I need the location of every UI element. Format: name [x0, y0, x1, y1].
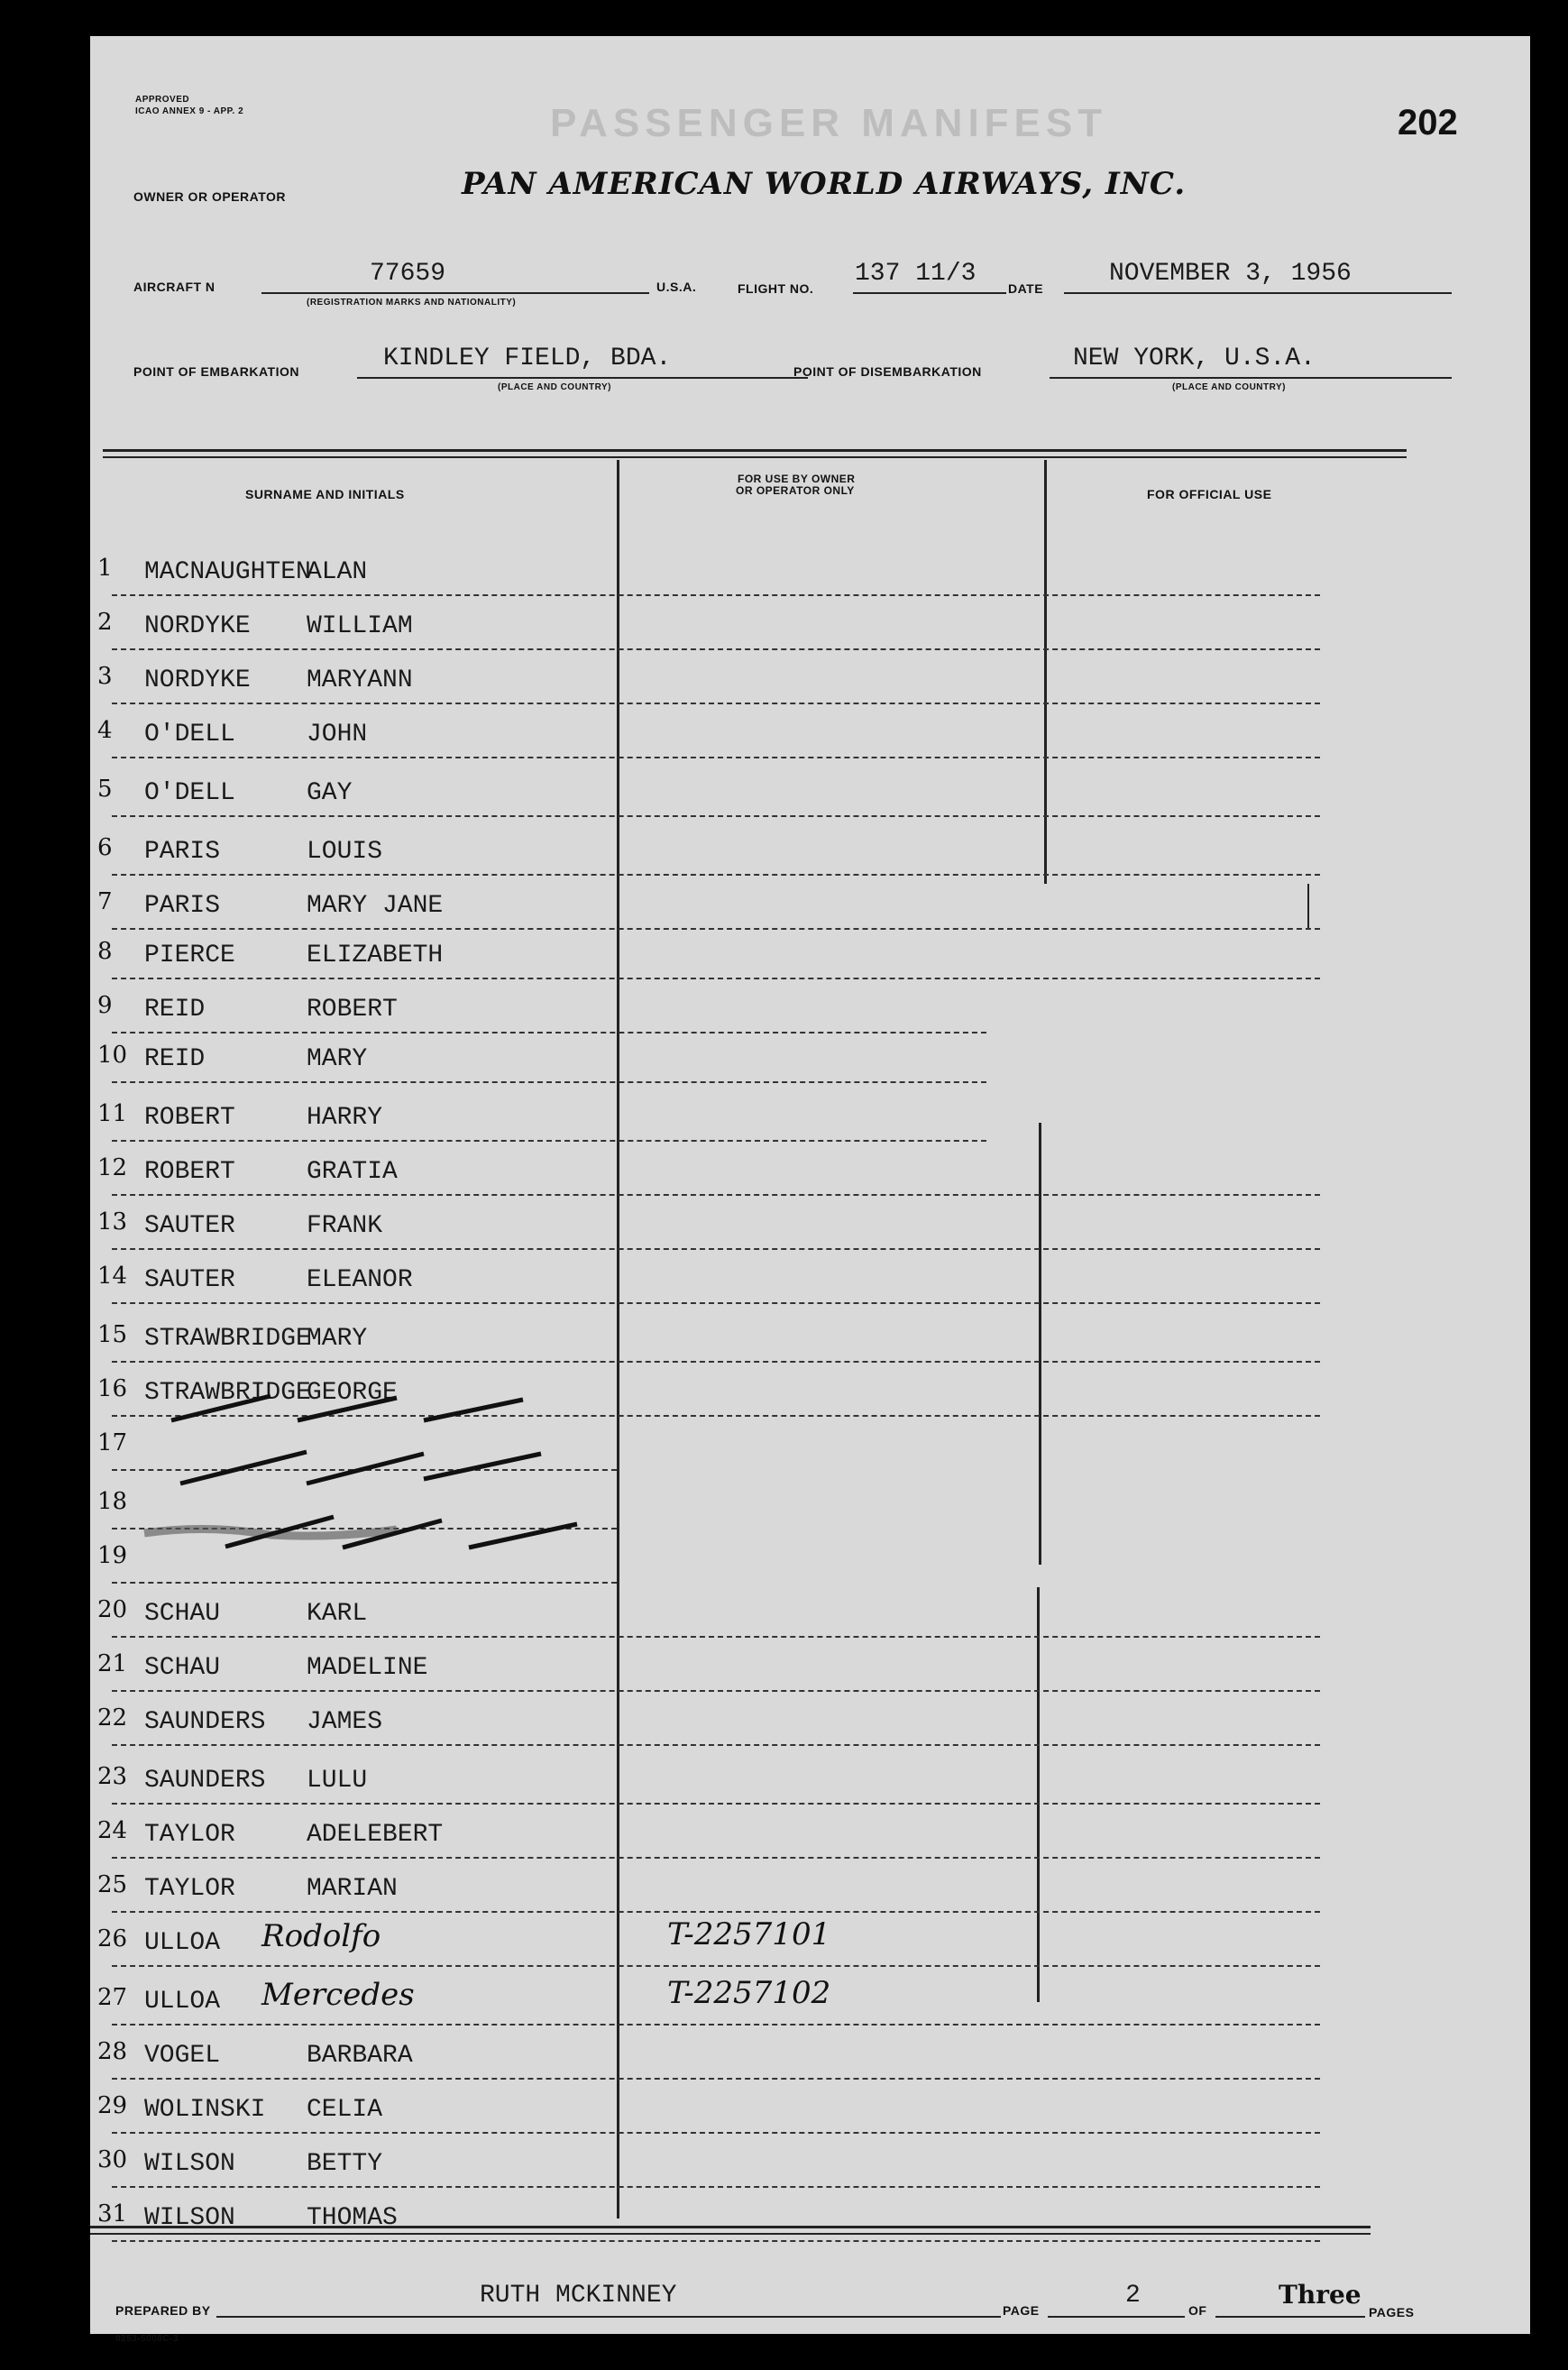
page-number: 202	[1398, 103, 1458, 142]
disembark-line	[1050, 377, 1452, 379]
passenger-given-name: GEORGE	[307, 1379, 398, 1407]
passenger-surname: MACNAUGHTEN	[144, 558, 311, 586]
passenger-given-name: LOUIS	[307, 838, 383, 866]
passenger-given-name: LULU	[307, 1767, 368, 1795]
passenger-surname: SCHAU	[144, 1600, 221, 1628]
row-number: 7	[97, 888, 113, 915]
form-number: 0253-5008C-3	[115, 2334, 179, 2344]
passenger-surname: NORDYKE	[144, 666, 251, 694]
approval-line-1: APPROVED	[135, 95, 190, 105]
column-official: FOR OFFICIAL USE	[1147, 487, 1272, 501]
row-number: 6	[97, 834, 113, 861]
row-rule	[112, 2240, 1320, 2242]
passenger-given-name: MARYANN	[307, 666, 413, 694]
row-rule	[112, 2078, 1320, 2080]
row-number: 16	[97, 1375, 128, 1402]
passenger-surname: WILSON	[144, 2204, 235, 2232]
row-rule	[112, 928, 1320, 930]
passenger-given-name: Rodolfo	[261, 1918, 381, 1954]
row-rule	[112, 978, 1320, 979]
row-rule	[112, 1857, 1320, 1859]
passenger-surname: REID	[144, 1045, 206, 1073]
column-owner-use-1: FOR USE BY OWNER	[738, 473, 856, 485]
row-rule	[112, 1744, 1320, 1746]
passenger-given-name: MARY	[307, 1045, 368, 1073]
row-rule	[112, 2132, 1320, 2134]
embark-line	[357, 377, 808, 379]
row-rule	[112, 757, 1320, 758]
row-rule	[112, 1140, 986, 1142]
row-number: 10	[97, 1042, 128, 1069]
passenger-given-name: BARBARA	[307, 2042, 413, 2070]
passenger-given-name: GRATIA	[307, 1158, 398, 1186]
row-number: 26	[97, 1925, 128, 1952]
owner-use-entry: T-2257101	[667, 1916, 831, 1952]
passenger-given-name: HARRY	[307, 1104, 383, 1132]
row-number: 8	[97, 938, 113, 965]
passenger-surname: TAYLOR	[144, 1875, 235, 1903]
row-number: 24	[97, 1817, 128, 1844]
passenger-given-name: KARL	[307, 1600, 368, 1628]
table-bottom-rule	[90, 2226, 1371, 2228]
row-rule	[112, 594, 1320, 596]
page-label: PAGE	[1003, 2303, 1040, 2318]
passenger-surname: ULLOA	[144, 1929, 221, 1957]
aircraft-line	[261, 292, 649, 294]
row-number: 19	[97, 1542, 128, 1569]
row-number: 20	[97, 1596, 128, 1623]
pages-label: PAGES	[1369, 2305, 1415, 2319]
passenger-surname: SAUNDERS	[144, 1767, 266, 1795]
passenger-surname: REID	[144, 996, 206, 1024]
page-line	[1048, 2316, 1185, 2318]
row-rule	[112, 1965, 1320, 1967]
aircraft-label: AIRCRAFT N	[133, 280, 215, 294]
row-number: 2	[97, 609, 113, 636]
passenger-surname: WILSON	[144, 2150, 235, 2178]
row-rule	[112, 1911, 1320, 1913]
passenger-given-name: FRANK	[307, 1212, 383, 1240]
row-number: 29	[97, 2092, 128, 2119]
row-number: 1	[97, 555, 113, 582]
prepared-value: RUTH MCKINNEY	[480, 2282, 677, 2310]
row-number: 12	[97, 1154, 128, 1181]
passenger-surname: STRAWBRIDGE	[144, 1325, 311, 1353]
owner-label: OWNER OR OPERATOR	[133, 189, 286, 204]
row-number: 30	[97, 2146, 128, 2173]
passenger-given-name: ROBERT	[307, 996, 398, 1024]
table-top-rule-2	[103, 456, 1407, 458]
disembark-value: NEW YORK, U.S.A.	[1073, 344, 1316, 372]
aircraft-sublabel: (REGISTRATION MARKS AND NATIONALITY)	[307, 298, 517, 308]
row-rule	[112, 1690, 1320, 1692]
row-number: 28	[97, 2038, 128, 2065]
row-number: 13	[97, 1208, 128, 1236]
embark-label: POINT OF EMBARKATION	[133, 364, 299, 379]
row-number: 17	[97, 1429, 128, 1456]
passenger-given-name: ADELEBERT	[307, 1821, 444, 1849]
passenger-given-name: THOMAS	[307, 2204, 398, 2232]
flight-line	[853, 292, 1006, 294]
row-number: 15	[97, 1321, 128, 1348]
of-label: OF	[1188, 2303, 1207, 2318]
passenger-given-name: GAY	[307, 779, 353, 807]
flight-value: 137 11/3	[855, 260, 977, 288]
passenger-given-name: CELIA	[307, 2096, 383, 2124]
disembark-sublabel: (PLACE AND COUNTRY)	[1172, 382, 1286, 392]
passenger-given-name: ALAN	[307, 558, 368, 586]
row-rule	[112, 648, 1320, 650]
usa-label: U.S.A.	[656, 280, 697, 294]
disembark-label: POINT OF DISEMBARKATION	[793, 364, 982, 379]
passenger-surname: WOLINSKI	[144, 2096, 266, 2124]
passenger-given-name: ELIZABETH	[307, 942, 444, 969]
prepared-line	[216, 2316, 1001, 2318]
embark-sublabel: (PLACE AND COUNTRY)	[498, 382, 611, 392]
divider-owner-column	[617, 460, 619, 2218]
owner-use-entry: T-2257102	[667, 1975, 831, 2011]
passenger-surname: SCHAU	[144, 1654, 221, 1682]
passenger-surname: PIERCE	[144, 942, 235, 969]
row-number: 31	[97, 2200, 128, 2228]
row-number: 21	[97, 1650, 128, 1677]
row-rule	[112, 874, 1320, 876]
flight-label: FLIGHT NO.	[738, 281, 814, 296]
embark-value: KINDLEY FIELD, BDA.	[383, 344, 672, 372]
row-rule	[112, 1361, 1320, 1363]
row-number: 23	[97, 1763, 128, 1790]
row-number: 22	[97, 1704, 128, 1732]
row-number: 9	[97, 992, 113, 1019]
manifest-sheet	[90, 36, 1530, 2344]
passenger-surname: PARIS	[144, 892, 221, 920]
row-number: 11	[97, 1100, 128, 1127]
row-rule	[112, 1032, 986, 1033]
row-number: 3	[97, 663, 113, 690]
table-top-rule	[103, 449, 1407, 452]
row-number: 4	[97, 717, 113, 744]
divider-official-column-middle	[1039, 1123, 1041, 1565]
date-line	[1064, 292, 1452, 294]
table-bottom-rule-2	[90, 2233, 1371, 2235]
column-owner-use-2: OR OPERATOR ONLY	[736, 484, 855, 497]
passenger-surname: STRAWBRIDGE	[144, 1379, 311, 1407]
row-rule	[112, 2186, 1320, 2188]
passenger-surname: TAYLOR	[144, 1821, 235, 1849]
row-rule	[112, 1803, 1320, 1805]
passenger-given-name: MARIAN	[307, 1875, 398, 1903]
passenger-surname: VOGEL	[144, 2042, 221, 2070]
row-rule	[112, 1248, 1320, 1250]
date-value: NOVEMBER 3, 1956	[1109, 260, 1352, 288]
of-value: Three	[1279, 2280, 1362, 2310]
owner-value: PAN AMERICAN WORLD AIRWAYS, INC.	[462, 166, 1187, 202]
passenger-surname: SAUNDERS	[144, 1708, 266, 1736]
row-number: 25	[97, 1871, 128, 1898]
passenger-surname: O'DELL	[144, 721, 235, 749]
passenger-given-name: Mercedes	[261, 1977, 415, 2013]
passenger-given-name: JAMES	[307, 1708, 383, 1736]
passenger-given-name: MADELINE	[307, 1654, 428, 1682]
cancelled-rows-strikes	[126, 1371, 667, 1587]
passenger-surname: ULLOA	[144, 1988, 221, 2016]
row-rule	[112, 1194, 1320, 1196]
page-value: 2	[1125, 2282, 1141, 2310]
divider-official-column-top	[1044, 460, 1047, 884]
aircraft-value: 77659	[370, 260, 446, 288]
row-rule	[112, 2024, 1320, 2026]
approval-stamp	[135, 94, 243, 117]
passenger-surname: NORDYKE	[144, 612, 251, 640]
passenger-surname: SAUTER	[144, 1266, 235, 1294]
row8-end-tick	[1307, 884, 1309, 929]
passenger-surname: SAUTER	[144, 1212, 235, 1240]
row-number: 14	[97, 1263, 128, 1290]
divider-official-column-lower	[1037, 1587, 1040, 2002]
row-rule	[112, 703, 1320, 704]
prepared-label: PREPARED BY	[115, 2303, 211, 2318]
passenger-given-name: BETTY	[307, 2150, 383, 2178]
passenger-surname: PARIS	[144, 838, 221, 866]
passenger-given-name: MARY	[307, 1325, 368, 1353]
of-line	[1215, 2316, 1365, 2318]
row-number: 27	[97, 1984, 128, 2011]
row-number: 18	[97, 1488, 128, 1515]
row-number: 5	[97, 776, 113, 803]
passenger-surname: ROBERT	[144, 1104, 235, 1132]
passenger-surname: ROBERT	[144, 1158, 235, 1186]
row-rule	[112, 1302, 1320, 1304]
passenger-given-name: JOHN	[307, 721, 368, 749]
date-label: DATE	[1008, 281, 1044, 296]
row-rule	[112, 1636, 1320, 1638]
column-surname: SURNAME AND INITIALS	[245, 487, 405, 501]
passenger-given-name: WILLIAM	[307, 612, 413, 640]
passenger-given-name: ELEANOR	[307, 1266, 413, 1294]
passenger-surname: O'DELL	[144, 779, 235, 807]
row-rule	[112, 1081, 986, 1083]
document-title: PASSENGER MANIFEST	[550, 101, 1108, 145]
row-rule	[112, 815, 1320, 817]
approval-line-2: ICAO ANNEX 9 - APP. 2	[135, 106, 244, 116]
passenger-given-name: MARY JANE	[307, 892, 444, 920]
